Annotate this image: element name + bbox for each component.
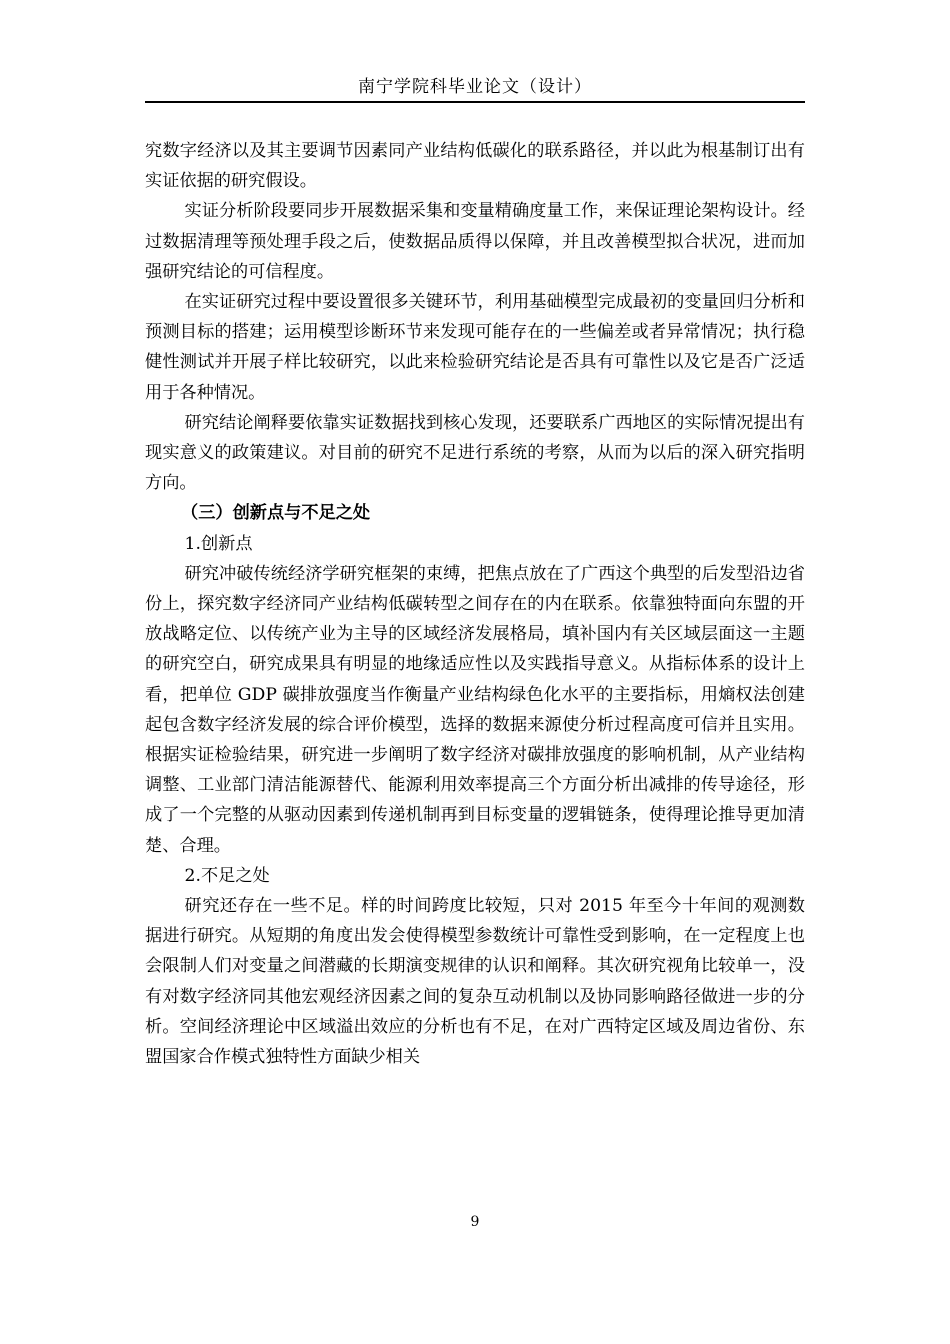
subheading-innovations: 1.创新点 xyxy=(184,533,253,554)
paragraph-continuation: 究数字经济以及其主要调节因素同产业结构低碳化的联系路径，并以此为根基制订出有实证依据的研究假设。 xyxy=(145,141,805,192)
section-heading: （三）创新点与不足之处 xyxy=(181,503,371,524)
paragraph-key-steps: 在实证研究过程中要设置很多关键环节，利用基础模型完成最初的变量回归分析和预测目标的搭建；运用模型诊断环节来发现可能存在的一些偏差或者异常情况；执行稳健性测试并开展子样比较研究，以此来检验研究结论是否具有可靠性以及它是否广泛适用于各种情况。 xyxy=(145,292,805,403)
paragraph-innovations: 研究冲破传统经济学研究框架的束缚，把焦点放在了广西这个典型的后发型沿边省份上，探究数字经济同产业结构低碳转型之间存在的内在联系。依靠独特面向东盟的开放战略定位、以传统产业为主导的区域经济发展格局，填补国内有关区域层面这一主题的研究空白，研究成果具有明显的地缘适应性以及实践指导意义。从指标体系的设计上看，把单位 GDP 碳排放强度当作衡量产业结构绿色化水平的主要指标，用熵权法创建起包含数字经济发展的综合评价模型，选择的数据来源使分析过程高度可信并且实用。根据实证检验结果，研究进一步阐明了数字经济对碳排放强度的影响机制，从产业结构调整、工业部门清洁能源替代、能源利用效率提高三个方面分析出减排的传导途径，形成了一个完整的从驱动因素到传递机制再到目标变量的逻辑链条，使得理论推导更加清楚、合理。 xyxy=(145,563,805,856)
paragraph-conclusions: 研究结论阐释要依靠实证数据找到核心发现，还要联系广西地区的实际情况提出有现实意义的政策建议。对目前的研究不足进行系统的考察，从而为以后的深入研究指明方向。 xyxy=(145,412,805,494)
body-text xyxy=(145,136,805,1072)
header-divider xyxy=(145,101,805,103)
paragraph-shortcomings: 研究还存在一些不足。样的时间跨度比较短，只对 2015 年至今十年间的观测数据进行研究。从短期的角度出发会使得模型参数统计可靠性受到影响，在一定程度上也会限制人们对变量之间潜藏的长期演变规律的认识和阐释。其次研究视角比较单一，没有对数字经济同其他宏观经济因素之间的复杂互动机制以及协同影响路径做进一步的分析。空间经济理论中区域溢出效应的分析也有不足，在对广西特定区域及周边省份、东盟国家合作模式独特性方面缺少相关 xyxy=(145,896,805,1068)
running-header: 南宁学院科毕业论文（设计） xyxy=(358,77,592,97)
page-number: 9 xyxy=(470,1214,480,1230)
paragraph-empirical-stage: 实证分析阶段要同步开展数据采集和变量精确度量工作，来保证理论架构设计。经过数据清理等预处理手段之后，使数据品质得以保障，并且改善模型拟合状况，进而加强研究结论的可信程度。 xyxy=(145,201,805,282)
subheading-shortcomings: 2.不足之处 xyxy=(184,865,270,886)
